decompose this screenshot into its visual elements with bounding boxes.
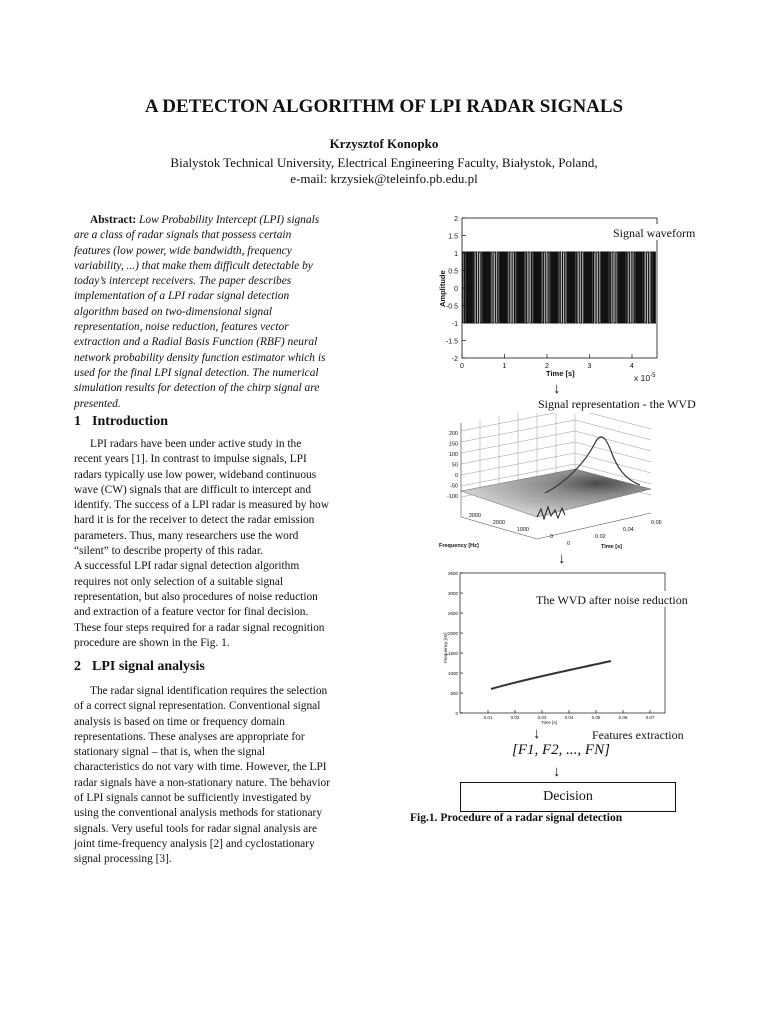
nr-x-tick: 0.04: [564, 715, 574, 720]
abstract-line: features (low power, wide bandwidth, frequency: [74, 244, 292, 257]
arrow-down-icon: ↓: [533, 726, 541, 742]
figure-caption: Fig.1. Procedure of a radar signal detection: [410, 812, 623, 824]
wvd-z-tick: 50: [451, 462, 458, 469]
wvd-freq-tick: 3000: [468, 513, 481, 519]
body-line: stationary signal – that is, when the signal: [74, 746, 266, 759]
body-line: representation, but also procedures of noise reduction: [74, 590, 318, 603]
section-heading-introduction: 1 Introduction: [74, 414, 168, 429]
nr-x-tick: 0.06: [618, 715, 628, 720]
wvd-surface-plot: [425, 413, 680, 553]
signal-waveform-plot: [422, 210, 712, 385]
arrow-down-icon: ↓: [553, 764, 561, 780]
body-line: wave (CW) signals that are difficult to intercept and: [74, 483, 312, 496]
body-line: of LPI signals cannot be sufficiently investigated by: [74, 792, 312, 805]
wvd-time-tick: 0.02: [595, 534, 606, 540]
wvd-side-grid-line: [575, 420, 651, 440]
nr-y-tick: 2500: [447, 611, 458, 616]
nr-y-tick: 2000: [447, 631, 458, 636]
nr-ylabel: Frequency [Hz]: [443, 632, 448, 663]
nr-x-tick: 0.02: [510, 715, 520, 720]
nr-xlabel: Time [s]: [541, 720, 557, 725]
decision-box: Decision: [460, 782, 676, 812]
body-line: characteristics do not vary with time. However, the LPI: [74, 761, 327, 774]
body-line: joint time-frequency analysis [2] and cyclostationary: [74, 837, 315, 850]
body-line: parameters. Thus, many researchers use the word: [74, 529, 299, 542]
waveform-x-tick: 1: [502, 363, 507, 370]
body-line: signals. Very useful tools for radar signal analysis are: [74, 822, 318, 835]
waveform-y-tick: 0: [454, 286, 458, 293]
abstract-line: used for the final LPI signal detection. The numerical: [74, 366, 319, 379]
body-line: analysis is based on time or frequency domain: [74, 715, 285, 728]
wvd-time-tick: 0.04: [623, 527, 634, 533]
wvd-side-grid-line: [575, 442, 651, 462]
wvd-z-ticks: [447, 431, 458, 500]
wvd-time-tick: 0.06: [651, 520, 662, 526]
wvd-z-tick: -50: [450, 483, 458, 490]
author-name: Krzysztof Konopko: [329, 136, 439, 151]
nr-y-tick: 3500: [447, 571, 458, 576]
nr-y-tick: 1500: [447, 651, 458, 656]
arrow-down-icon: ↓: [553, 381, 561, 397]
wvd-freq-tick: 1000: [516, 527, 529, 533]
abstract-line: extraction and a Radial Basis Function (RBF) neural: [74, 336, 318, 349]
waveform-x-tick: 4: [630, 363, 634, 370]
waveform-trace: [463, 252, 656, 323]
body-line: “silent” to describe property of this radar.: [74, 545, 263, 558]
abstract-line: network probability density function estimator which is: [74, 351, 326, 364]
nr-label: The WVD after noise reduction: [536, 593, 688, 607]
wvd-time-label: Time [s]: [601, 544, 622, 550]
wvd-freq-tick: 2000: [492, 520, 505, 526]
nr-x-ticks: [484, 710, 655, 720]
section-heading-lpi-analysis: 2 LPI signal analysis: [74, 659, 205, 674]
nr-x-tick: 0.05: [591, 715, 601, 720]
body-line: recent years [1]. In contrast to impulse signals, LPI: [74, 453, 307, 466]
wvd-side-grid-line: [575, 431, 651, 451]
abstract-line: representation, noise reduction, features vector: [74, 321, 289, 334]
body-line: using the conventional analysis methods for stationary: [74, 807, 323, 820]
features-extraction-label: Features extraction: [592, 728, 684, 742]
waveform-y-tick: 0.5: [448, 268, 458, 276]
body-line: procedure are shown in the Fig. 1.: [74, 636, 230, 649]
email-line: e-mail: krzysiek@teleinfo.pb.edu.pl: [290, 171, 478, 186]
body-line: identify. The success of a LPI radar is measured by how: [74, 499, 329, 512]
nr-y-tick: 0: [455, 711, 458, 716]
abstract-line: today’s intercept receivers. The paper describes: [74, 275, 292, 288]
nr-chirp-line: [491, 661, 611, 689]
body-line: of a correct signal representation. Conventional signal: [74, 700, 321, 713]
wvd-z-tick: 0: [454, 473, 458, 479]
wvd-freq-ticks: [469, 513, 553, 540]
abstract-line: variability, ...) that make them difficult detectable by: [74, 259, 313, 272]
nr-x-tick: 0.03: [537, 715, 547, 720]
abstract-line: implementation of a LPI radar signal detection: [74, 290, 290, 303]
features-vector: [F1, F2, ..., FN]: [512, 742, 610, 758]
wvd-z-tick: 200: [448, 431, 458, 437]
paper-title: A DETECTON ALGORITHM OF LPI RADAR SIGNALS: [144, 96, 624, 117]
waveform-y-tick: 2: [454, 216, 458, 223]
wvd-time-axis: [537, 513, 651, 539]
wvd-z-tick: 150: [448, 441, 458, 448]
waveform-y-tick: 1: [454, 251, 458, 258]
nr-x-tick: 0.01: [483, 715, 493, 720]
waveform-x-ticks: [460, 354, 634, 370]
body-line: The radar signal identification requires the selection: [90, 685, 328, 697]
introduction-body: [74, 437, 364, 651]
body-line: These four steps required for a radar signal recognition: [74, 621, 325, 634]
waveform-xlabel: Time [s]: [546, 369, 575, 378]
waveform-x-tick: 0: [460, 363, 464, 370]
wvd-z-tick: 100: [448, 452, 458, 458]
body-line: radar signals have a non-stationary nature. The behavior: [74, 776, 330, 789]
affiliation: [0, 155, 768, 187]
wvd-time-tick: 0: [567, 541, 571, 547]
waveform-y-tick: -2: [451, 356, 458, 363]
body-line: and extraction of a feature vector for final decision.: [74, 606, 309, 619]
nr-y-tick: 3000: [447, 591, 458, 596]
waveform-x-tick: 3: [587, 363, 592, 370]
waveform-y-tick: 1.5: [448, 233, 458, 241]
nr-y-ticks: [448, 571, 463, 716]
nr-y-tick: 1000: [447, 671, 458, 676]
waveform-y-tick: -1: [451, 321, 458, 328]
body-line: signal processing [3].: [74, 853, 172, 866]
waveform-ylabel: Amplitude: [438, 270, 447, 307]
wvd-freq-tick: 0: [549, 534, 553, 540]
body-line: radars typically use low power, wideband continuous: [74, 468, 317, 481]
wvd-surface: [461, 469, 651, 517]
lpi-analysis-body: [74, 684, 364, 868]
affiliation-line: Bialystok Technical University, Electrical Engineering Faculty, Białystok, Poland,: [170, 155, 598, 170]
waveform-y-tick: -0.5: [445, 303, 458, 311]
wvd-z-tick: -100: [446, 494, 458, 500]
nr-x-tick: 0.07: [645, 715, 655, 720]
abstract-line: are a class of radar signals that possess certain: [74, 229, 292, 242]
nr-y-tick: 500: [450, 691, 458, 696]
body-line: hard it is for the receiver to detect the radar emission: [74, 514, 315, 527]
wvd-side-grid-line: [575, 413, 651, 429]
body-line: requires not only selection of a suitable signal: [74, 575, 284, 588]
wvd-time-ticks: [567, 520, 662, 547]
abstract: [74, 213, 364, 412]
abstract-line: simulation results for detection of the chirp signal are: [74, 382, 320, 395]
abstract-label: Abstract:: [90, 214, 137, 226]
waveform-x-tick: 2: [545, 363, 549, 370]
abstract-line: Abstract: Low Probability Intercept (LPI) signals: [90, 214, 320, 226]
abstract-line: algorithm based on two-dimensional signal: [74, 305, 273, 318]
waveform-xscale: x $10^{-5}$: [634, 373, 656, 383]
waveform-label: Signal waveform: [613, 226, 696, 240]
waveform-y-tick: -1.5: [445, 338, 458, 346]
body-line: A successful LPI radar signal detection algorithm: [74, 560, 300, 573]
wvd-label: Signal representation - the WVD: [538, 397, 696, 411]
arrow-down-icon: ↓: [558, 551, 566, 567]
body-line: representations. These analyses are appropriate for: [74, 730, 305, 743]
body-line: LPI radars have been under active study in the: [90, 438, 302, 450]
wvd-noise-reduced-plot: [425, 567, 705, 727]
abstract-line: presented.: [74, 397, 121, 410]
wvd-freq-label: Frequency [Hz]: [439, 543, 479, 549]
